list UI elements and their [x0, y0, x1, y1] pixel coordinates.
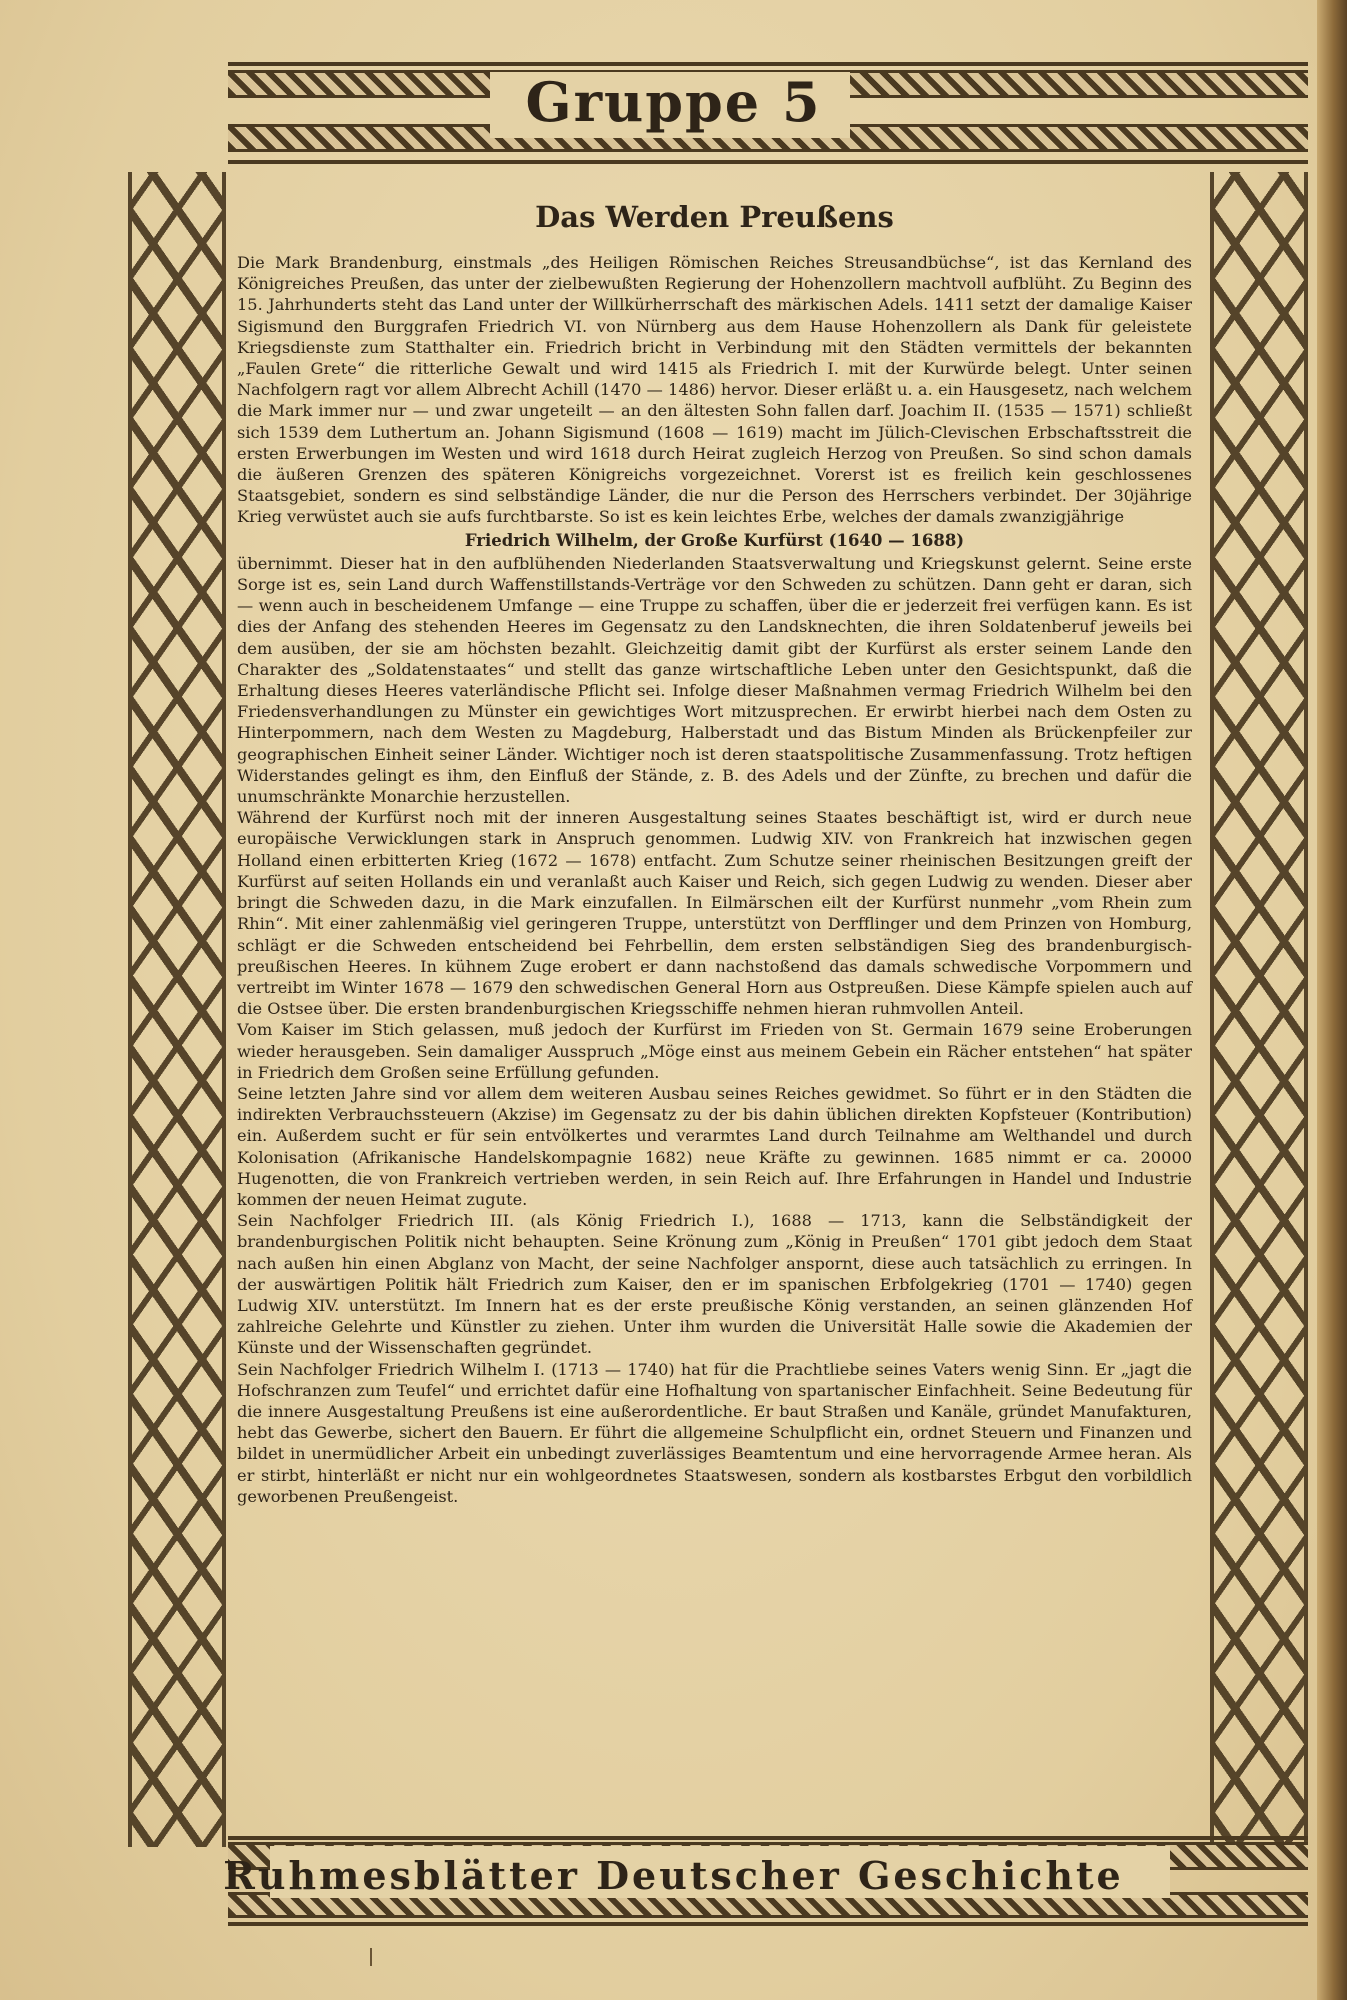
- section-heading: Das Werden Preußens: [535, 200, 894, 234]
- paragraph-6: Sein Nachfolger Friedrich III. (als König Friedrich I.), 1688 — 1713, kann die Selbständigkeit der brandenburgischen Politik nicht behaupten. Seine Krönung zum „König in Preußen“ 1701 gibt jedoch dem Staat nach außen hin einen Abglanz von Macht, der seine Nachfolger anspornt, diese auch tatsächlich zu erringen. In der auswärtigen Politik hält Friedrich zum Kaiser, den er im spanischen Erbfolgekrieg (1701 — 1740) gegen Ludwig XIV. unterstützt. Im Innern hat es der erste preußische König verstanden, an seinen glänzenden Hof zahlreiche Gelehrte und Künstler zu ziehen. Unter ihm wurden die Universität Halle sowie die Akademien der Künste und der Wissenschaften gegründet.: [237, 1211, 1192, 1358]
- page-title: Gruppe 5: [525, 70, 822, 134]
- paragraph-4: Vom Kaiser im Stich gelassen, muß jedoch der Kurfürst im Frieden von St. Germain 1679 seine Eroberungen wieder herausgeben. Sein damaliger Ausspruch „Möge einst aus meinem Gebein ein Rächer entstehen“ hat später in Friedrich dem Großen seine Erfüllung gefunden.: [237, 1020, 1192, 1082]
- paper-mark: [370, 1948, 372, 1966]
- paragraph-1: Die Mark Brandenburg, einstmals „des Heiligen Römischen Reiches Streusandbüchse“, ist das Kernland des Königreiches Preußen, das unter der zielbewußten Regierung der Hohenzollern machtvoll aufblüht. Zu Beginn des 15. Jahrhunderts steht das Land unter der Willkürherrschaft des märkischen Adels. 1411 setzt der damalige Kaiser Sigismund den Burggrafen Friedrich VI. von Nürnberg aus dem Hause Hohenzollern als Dank für geleistete Kriegsdienste zum Statthalter ein. Friedrich bricht in Verbindung mit den Städten vermittels der bekannten „Faulen Grete“ die ritterliche Gewalt und wird 1415 als Friedrich I. mit der Kurwürde belegt. Unter seinen Nachfolgern ragt vor allem Albrecht Achill (1470 — 1486) hervor. Dieser erläßt u. a. ein Hausgesetz, nach welchem die Mark immer nur — und zwar ungeteilt — an den ältesten Sohn fallen darf. Joachim II. (1535 — 1571) schließt sich 1539 dem Luthertum an. Johann Sigismund (1608 — 1619) macht im Jülich-Clevischen Erbschaftsstreit die ersten Erwerbungen im Westen und wird 1618 durch Heirat zugleich Herzog von Preußen. So sind schon damals die äußeren Grenzen des späteren Königreichs vorgezeichnet. Vorerst ist es freilich kein geschlossenes Staatsgebiet, sondern es sind selbständige Länder, die nur die Person des Herrschers verbindet. Der 30jährige Krieg verwüstet auch sie aufs furchtbarste. So ist es kein leichtes Erbe, welches der damals zwanzigjährige: [237, 253, 1192, 527]
- right-ornament-border: [1210, 172, 1308, 1847]
- article-content: [237, 200, 1192, 1820]
- paragraph-5: Seine letzten Jahre sind vor allem dem weiteren Ausbau seines Reiches gewidmet. So führt er in den Städten die indirekten Verbrauchssteuern (Akzise) im Gegensatz zu der bis dahin üblichen direkten Kopfsteuer (Kontribution) ein. Außerdem sucht er für sein entvölkertes und verarmtes Land durch Teilnahme am Welthandel und durch Kolonisation (Afrikanische Handelskompagnie 1682) neue Kräfte zu gewinnen. 1685 nimmt er ca. 20000 Hugenotten, die von Frankreich vertrieben werden, in sein Reich auf. Ihre Erfahrungen in Handel und Industrie kommen der neuen Heimat zugute.: [237, 1083, 1192, 1209]
- bottom-rule-lower: [228, 1922, 1308, 1926]
- top-rule-inner: [228, 160, 1308, 164]
- book-spine-edge: [1317, 0, 1347, 2000]
- paragraph-7: Sein Nachfolger Friedrich Wilhelm I. (1713 — 1740) hat für die Prachtliebe seines Vaters wenig Sinn. Er „jagt die Hofschranzen zum Teufel“ und errichtet dafür eine Hofhaltung von spartanischer Einfachheit. Seine Bedeutung für die innere Ausgestaltung Preußens ist eine außerordentliche. Er baut Straßen und Kanäle, gründet Manufakturen, hebt das Gewerbe, sichert den Bauern. Er führt die allgemeine Schulpflicht ein, ordnet Steuern und Finanzen und bildet in unermüdlicher Arbeit ein unbedingt zuverlässiges Beamtentum und eine hervorragende Armee heran. Als er stirbt, hinterläßt er nicht nur ein wohlgeordnetes Staatswesen, sondern als kostbarstes Erbgut den vorbildlich geworbenen Preußengeist.: [237, 1359, 1192, 1506]
- paragraph-2: übernimmt. Dieser hat in den aufblühenden Niederlanden Staatsverwaltung und Kriegskunst gelernt. Seine erste Sorge ist es, sein Land durch Waffenstillstands-Verträge vor den Schweden zu schützen. Dann geht er daran, sich — wenn auch in bescheidenem Umfange — eine Truppe zu schaffen, über die er jederzeit frei verfügen kann. Es ist dies der Anfang des stehenden Heeres im Gegensatz zu den Landsknechten, die ihren Soldatenberuf jeweils bei dem ausüben, der sie am höchsten bezahlt. Gleichzeitig damit gibt der Kurfürst als erster seinem Lande den Charakter des „Soldatenstaates“ und stellt das ganze wirtschaftliche Leben unter den Gesichtspunkt, daß die Erhaltung dieses Heeres vaterländische Pflicht sei. Infolge dieser Maßnahmen vermag Friedrich Wilhelm bei den Friedensverhandlungen zu Münster ein gewichtiges Wort mitzusprechen. Er erwirbt hierbei nach dem Osten zu Hinterpommern, nach dem Westen zu Magdeburg, Halberstadt und das Bistum Minden als Brückenpfeiler zur geographischen Einheit seiner Länder. Wichtiger noch ist deren staatspolitische Zusammenfassung. Trotz heftigen Widerstandes gelingt es ihm, den Einfluß der Stände, z. B. des Adels und der Zünfte, zu brechen und dafür die unumschränkte Monarchie herzustellen.: [237, 553, 1192, 807]
- footer-title: Ruhmesblätter Deutscher Geschichte: [223, 1853, 1124, 1898]
- left-ornament-border: [128, 172, 226, 1847]
- top-rule-outer: [228, 62, 1308, 66]
- bottom-rule-upper: [228, 1836, 1308, 1840]
- paragraph-3: Während der Kurfürst noch mit der inneren Ausgestaltung seines Staates beschäftigt ist, wird er durch neue europäische Verwicklungen stark in Anspruch genommen. Ludwig XIV. von Frankreich hat inzwischen gegen Holland einen erbitterten Krieg (1672 — 1678) entfacht. Zum Schutze seiner rheinischen Besitzungen greift der Kurfürst auf seiten Hollands ein und veranlaßt auch Kaiser und Reich, sich gegen Ludwig zu wenden. Dieser aber bringt die Schweden dazu, in die Mark einzufallen. In Eilmärschen eilt der Kurfürst nunmehr „vom Rhein zum Rhin“. Mit einer zahlenmäßig viel geringeren Truppe, unterstützt von Derfflinger und dem Prinzen von Homburg, schlägt er die Schweden entscheidend bei Fehrbellin, dem ersten selbständigen Sieg des brandenburgisch-preußischen Heeres. In kühnem Zuge erobert er dann nachstoßend das damals schwedische Vorpommern und vertreibt im Winter 1678 — 1679 den schwedischen General Horn aus Ostpreußen. Diese Kämpfe spielen auch auf die Ostsee über. Die ersten brandenburgischen Kriegsschiffe nehmen hieran ruhmvollen Anteil.: [237, 808, 1192, 1019]
- ruler-heading: Friedrich Wilhelm, der Große Kurfürst (1640 — 1688): [464, 530, 965, 550]
